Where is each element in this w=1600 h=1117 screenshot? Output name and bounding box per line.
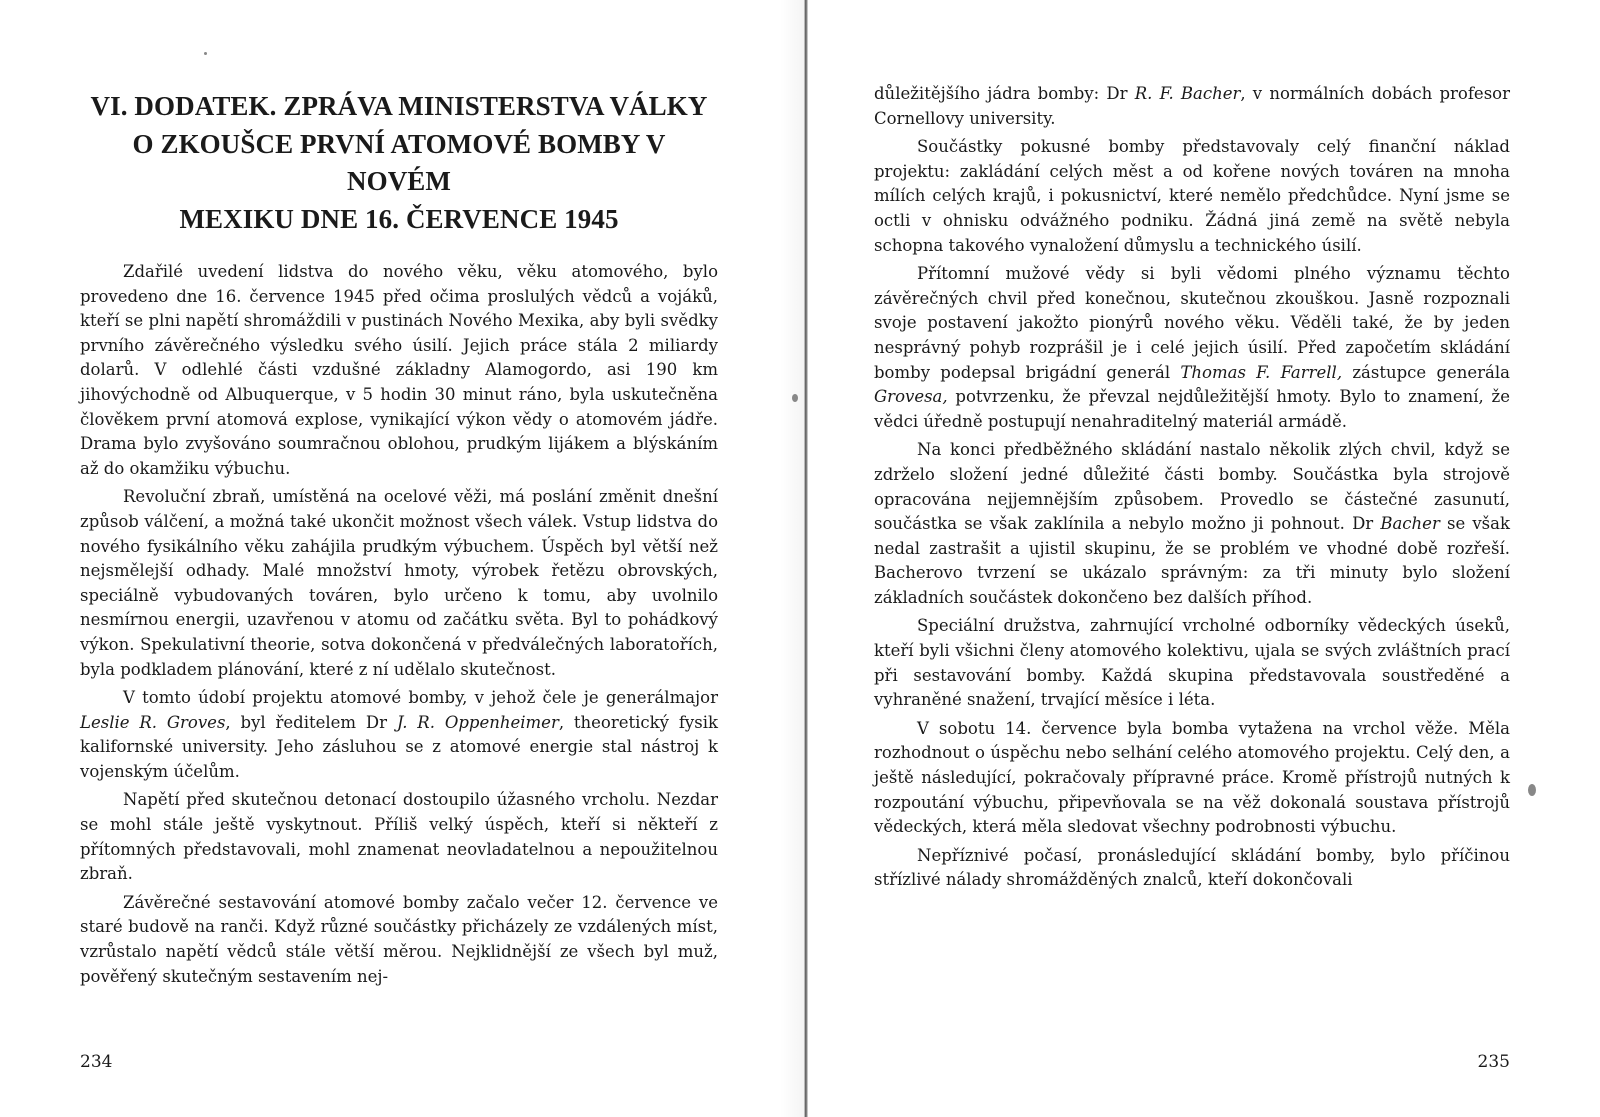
left-page <box>80 0 718 1117</box>
paragraph <box>874 82 1510 131</box>
paragraph <box>874 438 1510 610</box>
paragraph: Napětí před skutečnou detonací dostoupilo úžasného vrcholu. Nezdar se mohl stále ještě vyskytnout. Příliš velký úspěch, kteří si někteří z přítomných představovali, mohl znamenat neovladatelnou a nepoužitelnou zbraň. <box>80 790 718 884</box>
person-name: Grovesa, <box>874 387 948 407</box>
page-number: 234 <box>80 1052 113 1072</box>
page-number: 235 <box>1477 1052 1510 1072</box>
chapter-heading <box>80 88 718 238</box>
right-body-text <box>874 82 1510 893</box>
person-name: Bacher <box>1380 514 1440 534</box>
left-body-text <box>80 260 718 989</box>
binding-speck <box>792 394 798 402</box>
text-run: , theoretický fysik kalifornské university. Jeho zásluhou se z atomové energie stal nástroj k vojenským účelům. <box>80 712 719 781</box>
text-run: důležitějšího jádra bomby: Dr <box>874 84 1135 103</box>
binding-speck <box>1528 784 1536 796</box>
text-run: Na konci předběžného skládání nastalo několik zlých chvil, když se zdrželo složení jedné důležité části bomby. Součástka byla strojově opracována nejjemnějším způsobem. Provedlo se částečné zasunutí, součástka se však zaklínila a nebylo možno ji pohnout. Dr <box>874 440 1510 534</box>
text-run: potvrzenku, že převzal nejdůležitější hmoty. Bylo to znamení, že vědci úředně postupují nenahraditelný materiál armádě. <box>874 387 1510 431</box>
text-run: Přítomní mužové vědy si byli vědomi plného významu těchto závěrečných chvil před konečnou, skutečnou zkouškou. Jasně rozpoznali svoje postavení jakožto pionýrů nového věku. Věděli také, že by jeden nesprávný pohyb rozprášil je i celé jejich úsilí. Před započetím skládání bomby podepsal brigádní generál <box>874 264 1510 382</box>
book-gutter <box>804 0 808 1117</box>
text-run: se však nedal zastrašit a ujistil skupinu, že se problém ve vhodné době rozřeší. Bacherovo tvrzení se ukázalo správným: za tři minuty bylo složení základních součástek dokončeno bez dalších příhod. <box>874 514 1510 607</box>
right-page <box>874 0 1510 1117</box>
text-run: zástupce generála <box>1342 362 1510 382</box>
paragraph: Revoluční zbraň, umístěná na ocelové věži, má poslání změnit dnešní způsob válčení, a možná také ukončit možnost všech válek. Vstup lidstva do nového fysikálního věku zahájila prudkým výbuchem. Úspěch byl větší než nejsmělejší odhady. Malé množství hmoty, výrobek řetězu obrovských, speciálně vybudovaných továren, bylo určeno k tomu, aby uvolnilo nesmírnou energii, uzavřenou v atomu od začátku světa. Byl to pohádkový výkon. Spekulativní theorie, sotva dokončená v předválečných laboratořích, byla podkladem plánování, které z ní udělalo skutečnost. <box>80 487 718 679</box>
heading-line: O ZKOUŠCE PRVNÍ ATOMOVÉ BOMBY V NOVÉM <box>132 128 666 196</box>
paragraph: Nepříznivé počasí, pronásledující skládání bomby, bylo příčinou střízlivé nálady shromážděných znalců, kteří dokončovali <box>874 845 1510 890</box>
paragraph: V sobotu 14. července byla bomba vytažena na vrchol věže. Měla rozhodnout o úspěchu nebo selhání celého atomového projektu. Celý den, a ještě následující, pokračovaly přípravné práce. Kromě přístrojů nutných k rozpoutání výbuchu, připevňovala se na věž dokonalá soustava přístrojů vědeckých, která měla sledovat všechny podrobnosti výbuchu. <box>874 718 1510 837</box>
paragraph: Součástky pokusné bomby představovaly celý finanční náklad projektu: zakládání celých měst a od kořene nových továren na mnoha mílích celých krajů, i pokusnictví, které nemělo předchůdce. Nyní jsme se octli v ohnisku odvážného podniku. Žádná jiná země na světě nebyla schopna takového vynaložení důmyslu a technického úsilí. <box>874 137 1510 255</box>
heading-line: MEXIKU DNE 16. ČERVENCE 1945 <box>179 203 619 234</box>
text-run: , byl ředitelem Dr <box>225 712 397 732</box>
person-name: J. R. Oppenheimer <box>396 712 559 732</box>
text-run: , v normálních dobách profesor Cornellovy university. <box>874 84 1510 128</box>
person-name: Thomas F. Farrell, <box>1180 362 1343 382</box>
person-name: R. F. Bacher <box>1134 84 1241 103</box>
paragraph: Speciální družstva, zahrnující vrcholné odborníky vědeckých úseků, kteří byli všichni členy atomového kolektivu, ujala se svých zvláštních prací při sestavování bomby. Každá skupina představovala soustředěné a vyhraněné snažení, trvající měsíce i léta. <box>874 616 1510 710</box>
heading-line: VI. DODATEK. ZPRÁVA MINISTERSTVA VÁLKY <box>90 91 708 121</box>
paper-speck <box>204 52 207 55</box>
paragraph: Závěrečné sestavování atomové bomby začalo večer 12. července ve staré budově na ranči. Když různé součástky přicházely ze vzdálených míst, vzrůstalo napětí vědců stále větší měrou. Nejklidnější ze všech byl muž, pověřený skutečným sestavením nej- <box>80 892 718 986</box>
person-name: Leslie R. Groves <box>80 712 226 732</box>
paragraph <box>80 686 718 784</box>
paragraph: Zdařilé uvedení lidstva do nového věku, věku atomového, bylo provedeno dne 16. července 1945 před očima proslulých vědců a vojáků, kteří se plni napětí shromáždili v pustinách Nového Mexika, aby byli svědky prvního závěrečného výsledku svého úsilí. Jejich práce stála 2 miliardy dolarů. V odlehlé části vzdušné základny Alamogordo, asi 190 km jihovýchodně od Albuquerque, v 5 hodin 30 minut ráno, byla uskutečněna člověkem první atomová explose, vynikající výkon vědy o atomovém jádře. Drama bylo zvyšováno soumračnou oblohou, prudkým lijákem a blýskáním až do okamžiku výbuchu. <box>80 262 718 478</box>
paragraph <box>874 262 1510 434</box>
text-run: V tomto údobí projektu atomové bomby, v jehož čele je generálmajor <box>123 688 718 708</box>
